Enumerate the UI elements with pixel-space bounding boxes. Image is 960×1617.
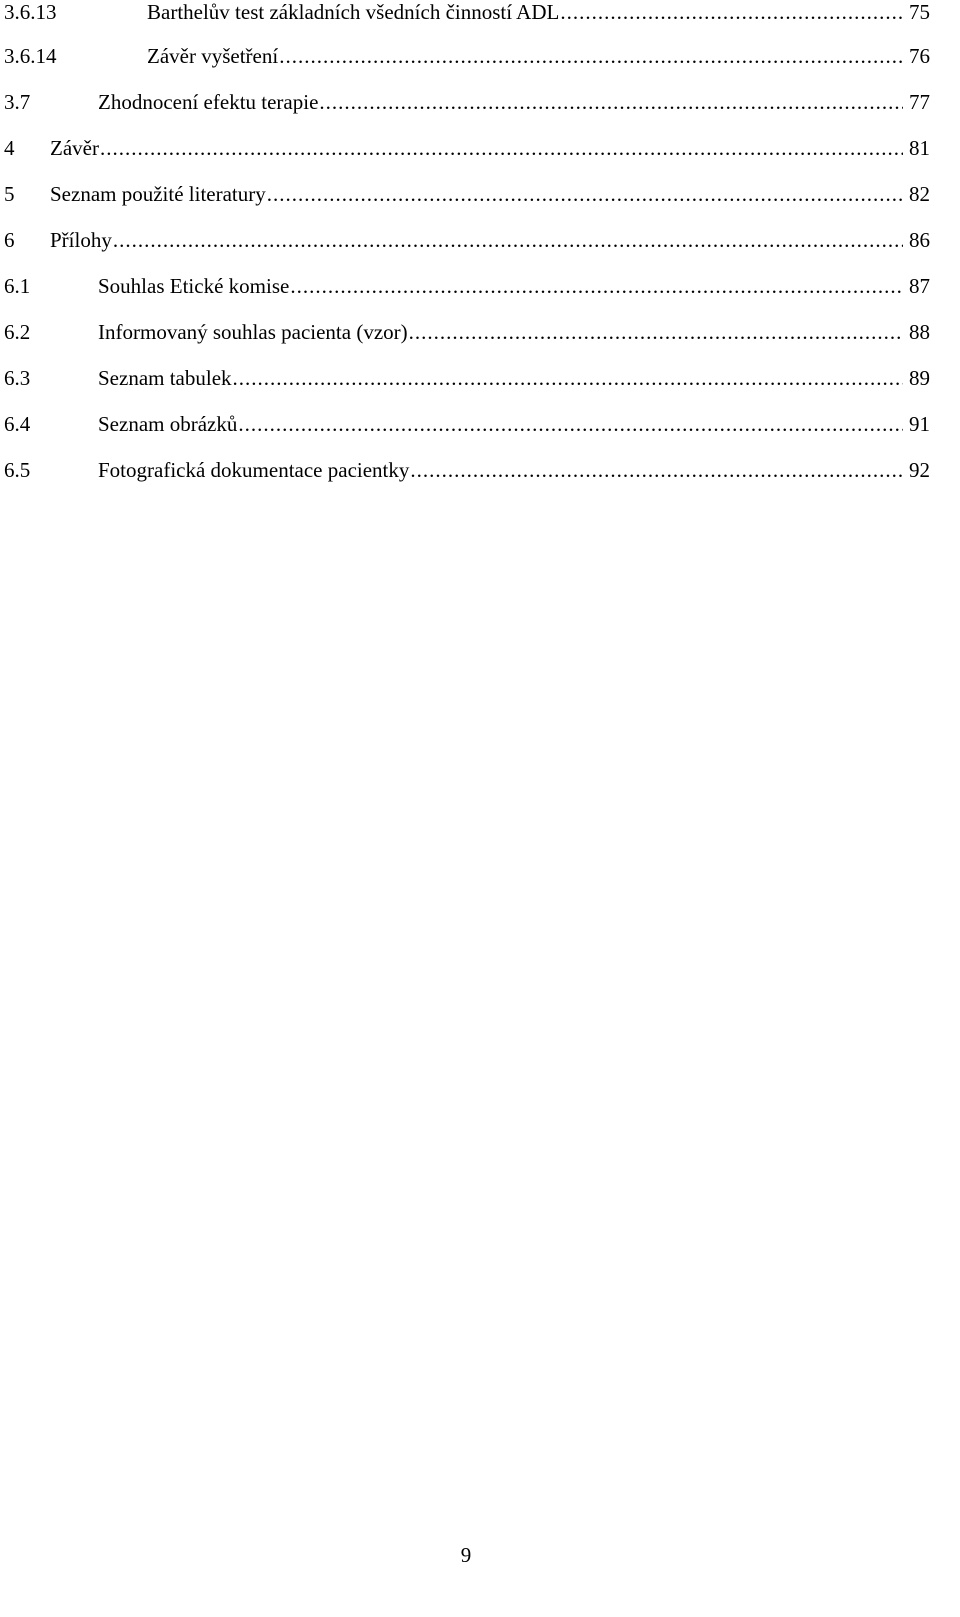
toc-entry-number: 3.6.14 [4, 44, 57, 68]
toc-entry-title: Seznam tabulek [98, 366, 232, 390]
toc-entry-number: 6.3 [4, 366, 31, 390]
toc-entry-number: 4 [4, 136, 15, 160]
toc-entry[interactable] [0, 271, 930, 301]
toc-entry-number: 6.2 [4, 320, 31, 344]
toc-entry-title: Přílohy [50, 228, 112, 252]
toc-entry[interactable] [0, 179, 930, 209]
toc-entry[interactable] [0, 225, 930, 255]
toc-entry-title: Závěr [50, 136, 99, 160]
toc-entry[interactable] [0, 317, 930, 347]
toc-entry-page: 76 [909, 44, 930, 68]
toc-entry-number: 6.1 [4, 274, 31, 298]
toc-entry-number: 3.7 [4, 90, 31, 114]
toc-leader-dots [100, 133, 903, 163]
toc-entry-number: 6.5 [4, 458, 31, 482]
toc-entry-number: 3.6.13 [4, 0, 57, 24]
toc-leader-dots [409, 317, 903, 347]
toc-leader-dots [319, 87, 903, 117]
toc-entry-page: 81 [909, 136, 930, 160]
toc-entry-page: 77 [909, 90, 930, 114]
toc-entry-page: 86 [909, 228, 930, 252]
toc-entry[interactable] [0, 41, 930, 71]
toc-entry[interactable] [0, 363, 930, 393]
toc-entry-title: Fotografická dokumentace pacientky [98, 458, 410, 482]
toc-entry-title: Informovaný souhlas pacienta (vzor) [98, 320, 408, 344]
toc-leader-dots [560, 0, 903, 27]
toc-entry-title: Seznam obrázků [98, 412, 238, 436]
toc-entry[interactable] [0, 87, 930, 117]
toc-entry-number: 6 [4, 228, 15, 252]
toc-entry[interactable] [0, 409, 930, 439]
toc-entry-page: 87 [909, 274, 930, 298]
toc-leader-dots [233, 363, 903, 393]
toc-entry-title: Barthelův test základních všedních činností ADL [147, 0, 560, 24]
toc-leader-dots [238, 409, 903, 439]
toc-entry-page: 82 [909, 182, 930, 206]
toc-entry-page: 75 [909, 0, 930, 24]
toc-entry-title: Seznam použité literatury [50, 182, 266, 206]
toc-leader-dots [279, 41, 903, 71]
toc-entry-title: Závěr vyšetření [147, 44, 279, 68]
toc-entry[interactable] [0, 0, 930, 27]
toc-entry-page: 91 [909, 412, 930, 436]
page-number: 9 [460, 1543, 472, 1567]
toc-entry-title: Souhlas Etické komise [98, 274, 290, 298]
toc-entry-page: 88 [909, 320, 930, 344]
toc-entry-number: 5 [4, 182, 15, 206]
toc-leader-dots [410, 455, 903, 485]
toc-leader-dots [290, 271, 903, 301]
toc-entry[interactable] [0, 133, 930, 163]
toc-entry-page: 92 [909, 458, 930, 482]
toc-entry-number: 6.4 [4, 412, 31, 436]
toc-entry-page: 89 [909, 366, 930, 390]
toc-leader-dots [267, 179, 903, 209]
toc-leader-dots [113, 225, 903, 255]
toc-entry-title: Zhodnocení efektu terapie [98, 90, 319, 114]
toc-entry[interactable] [0, 455, 930, 485]
